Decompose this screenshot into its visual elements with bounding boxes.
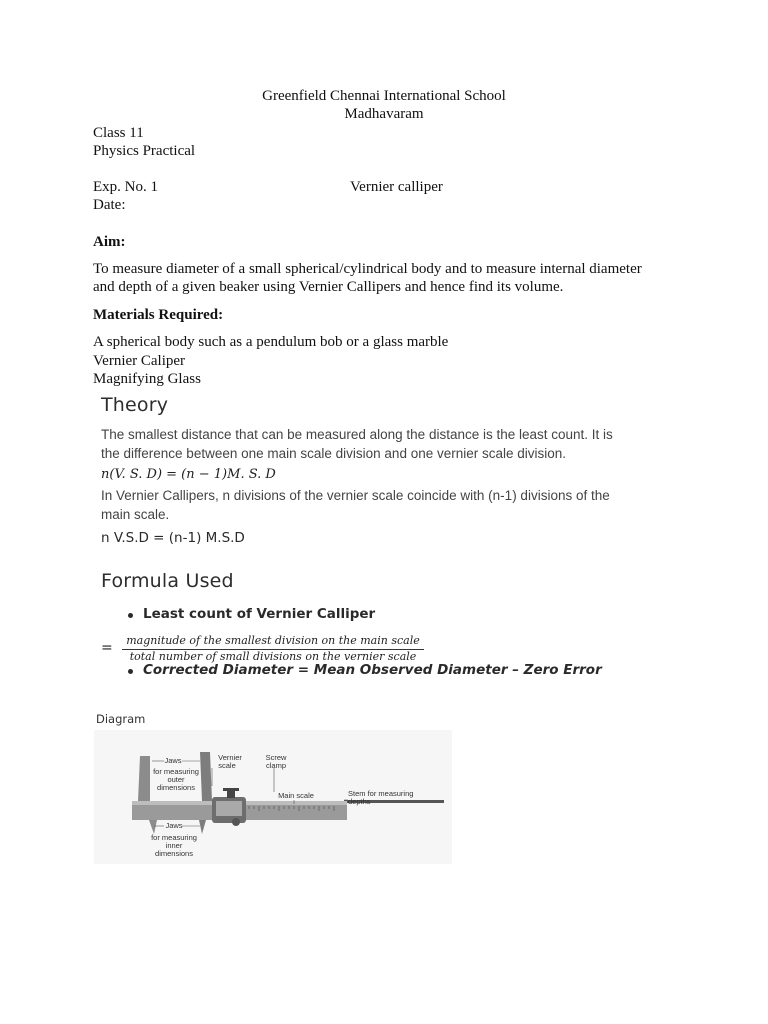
materials-item: Vernier Caliper bbox=[93, 353, 186, 369]
theory-text-line-3: In Vernier Callipers, n divisions of the vernier scale coincide with (n-1) divisions of the bbox=[101, 488, 610, 503]
label-outer-1: for measuring bbox=[153, 767, 199, 776]
diagram-heading: Diagram bbox=[96, 712, 146, 726]
label-outer-3: dimensions bbox=[157, 783, 195, 792]
experiment-number: Exp. No. 1 bbox=[93, 179, 158, 195]
theory-relation: n V.S.D = (n-1) M.S.D bbox=[101, 530, 245, 546]
label-stem-1: Stem for measuring bbox=[348, 789, 414, 798]
label-jaws-top: Jaws bbox=[164, 756, 182, 765]
label-stem-2: depths bbox=[348, 797, 371, 806]
formula-equals: = bbox=[101, 640, 113, 656]
formula-numerator: magnitude of the smallest division on the main scale bbox=[126, 634, 420, 647]
formula-bullet-corrected-diameter: Corrected Diameter = Mean Observed Diameter – Zero Error bbox=[143, 662, 602, 678]
screw-clamp bbox=[227, 790, 235, 798]
date-label: Date: bbox=[93, 197, 126, 213]
label-outer-2: outer bbox=[167, 775, 185, 784]
theory-equation: n(V. S. D) = (n − 1)M. S. D bbox=[101, 467, 276, 482]
formula-bullet-least-count: Least count of Vernier Calliper bbox=[143, 606, 376, 622]
label-inner-2: inner bbox=[165, 841, 183, 850]
theory-text-line-2: the difference between one main scale division and one vernier scale division. bbox=[101, 446, 567, 461]
label-vernier-2: scale bbox=[218, 761, 236, 770]
label-inner-3: dimensions bbox=[155, 849, 193, 858]
theory-text-line-1: The smallest distance that can be measured along the distance is the least count. It is bbox=[101, 427, 613, 442]
movable-outer-jaw bbox=[200, 752, 212, 801]
theory-heading: Theory bbox=[101, 394, 169, 416]
label-screw-1: Screw bbox=[265, 753, 287, 762]
fixed-outer-jaw bbox=[138, 756, 150, 801]
aim-text-line-1: To measure diameter of a small spherical/cylindrical body and to measure internal diameter bbox=[93, 261, 642, 277]
formula-denominator: total number of small divisions on the vernier scale bbox=[129, 650, 417, 663]
class-label: Class 11 bbox=[93, 125, 144, 141]
aim-heading: Aim: bbox=[93, 234, 126, 250]
label-screw-2: clamp bbox=[265, 761, 287, 770]
formula-heading: Formula Used bbox=[101, 570, 234, 592]
label-vernier-1: Vernier bbox=[218, 753, 242, 762]
label-main-scale: Main scale bbox=[278, 791, 314, 800]
aim-text-line-2: and depth of a given beaker using Vernier Callipers and hence find its volume. bbox=[93, 279, 564, 295]
school-name: Greenfield Chennai International School bbox=[262, 88, 506, 104]
school-location: Madhavaram bbox=[344, 106, 424, 122]
label-jaws-bottom: Jaws bbox=[165, 821, 183, 830]
bullet-dot bbox=[128, 669, 133, 674]
materials-item: Magnifying Glass bbox=[93, 371, 201, 387]
materials-heading: Materials Required: bbox=[93, 307, 224, 323]
theory-text-line-4: main scale. bbox=[101, 507, 170, 522]
materials-item: A spherical body such as a pendulum bob or a glass marble bbox=[93, 334, 449, 350]
label-inner-1: for measuring bbox=[151, 833, 197, 842]
vernier-scale-window bbox=[216, 801, 242, 816]
thumb-wheel bbox=[232, 818, 240, 826]
experiment-title: Vernier calliper bbox=[350, 179, 443, 195]
subject-label: Physics Practical bbox=[93, 143, 196, 159]
bullet-dot bbox=[128, 613, 133, 618]
vernier-calliper-diagram bbox=[94, 730, 452, 864]
